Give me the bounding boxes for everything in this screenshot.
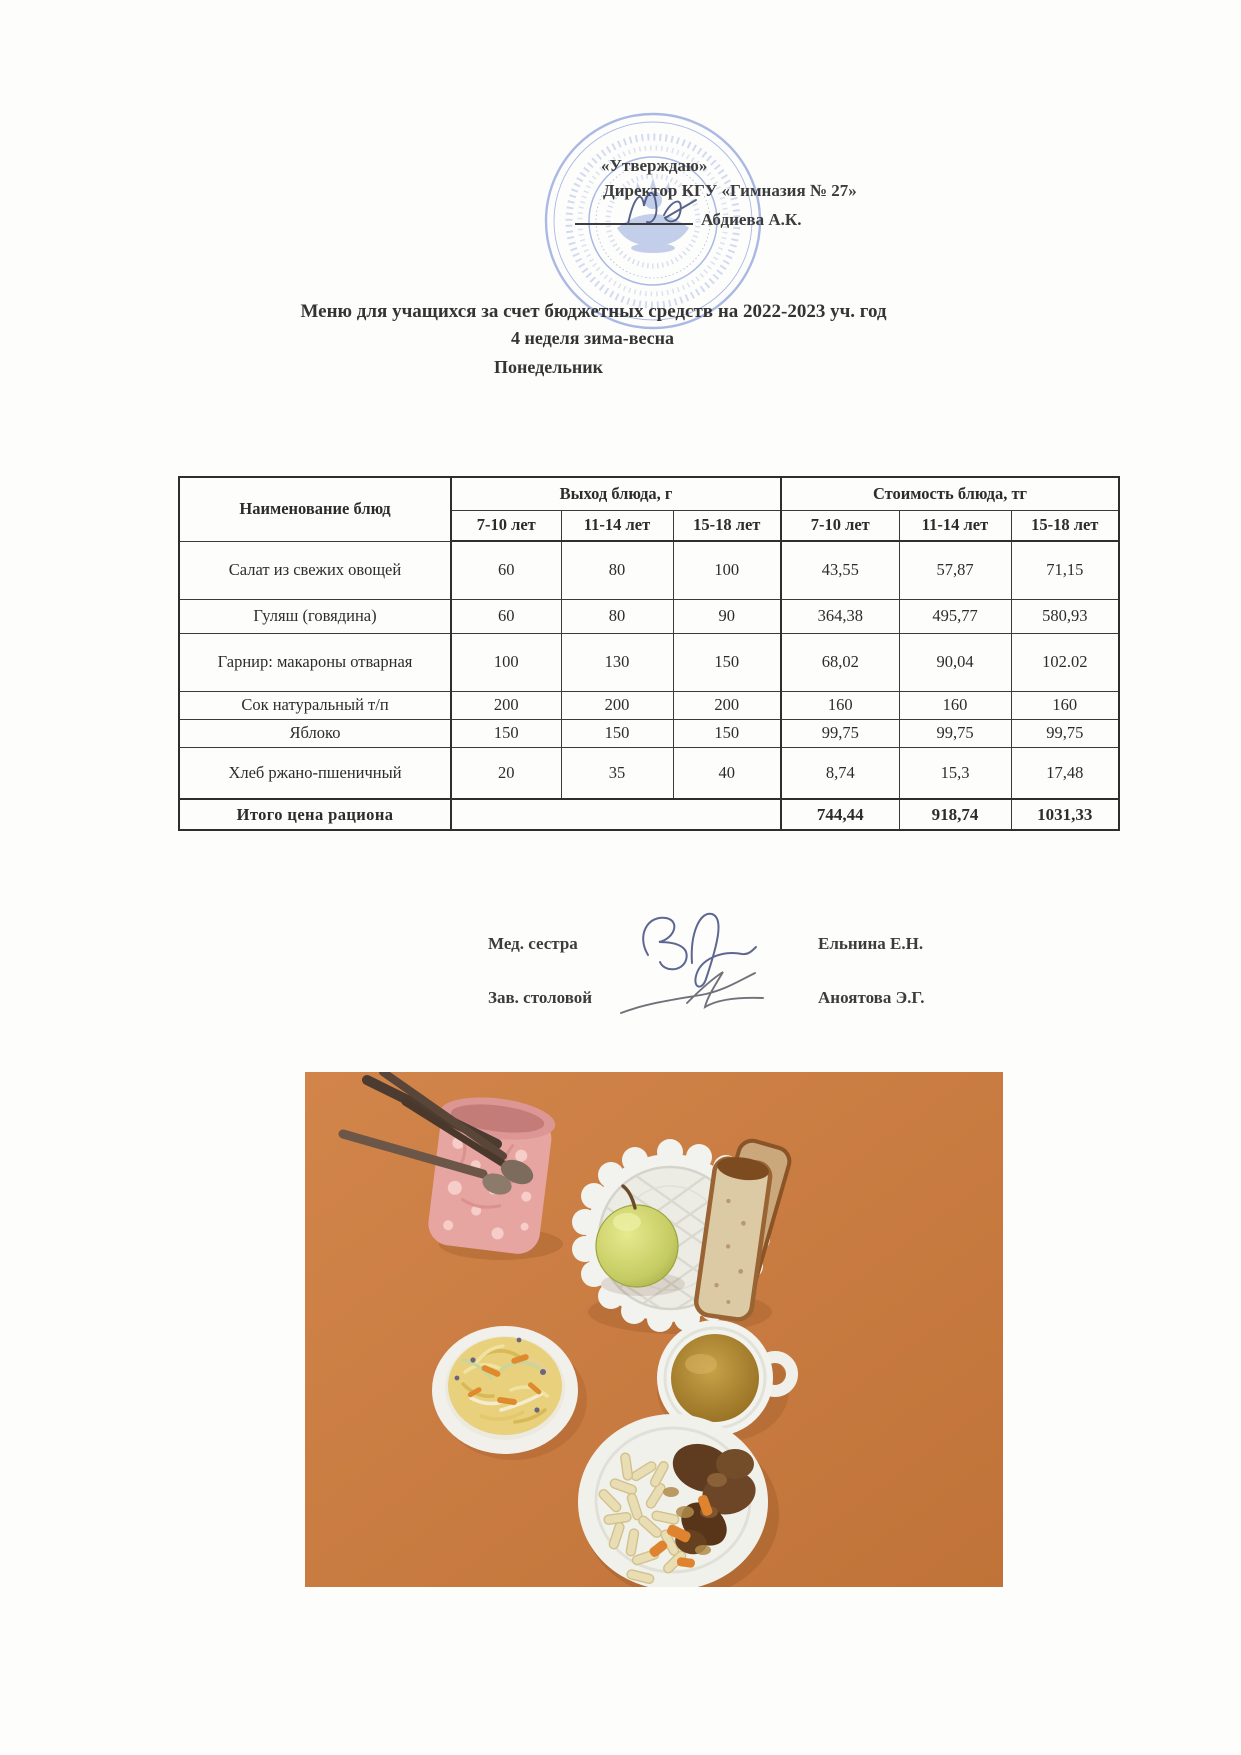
col-group-output: Выход блюда, г bbox=[451, 477, 781, 510]
dish-name: Гуляш (говядина) bbox=[179, 599, 451, 633]
canteen-manager-role-label: Зав. столовой bbox=[488, 988, 593, 1007]
menu-week-subtitle: 4 неделя зима-весна bbox=[510, 328, 675, 348]
dish-output: 200 bbox=[673, 691, 781, 719]
table-row bbox=[179, 599, 1119, 633]
table-total-row bbox=[179, 799, 1119, 830]
age-col-cost-7-10: 7-10 лет bbox=[781, 510, 899, 541]
total-cost: 744,44 bbox=[781, 799, 899, 830]
dish-output: 100 bbox=[451, 633, 561, 691]
age-col-output-15-18: 15-18 лет bbox=[673, 510, 781, 541]
canteen-manager-handwritten-signature bbox=[615, 965, 775, 1023]
col-header-dish-name: Наименование блюд bbox=[179, 477, 451, 541]
dish-output: 150 bbox=[673, 719, 781, 747]
dish-cost: 160 bbox=[781, 691, 899, 719]
dish-name: Гарнир: макароны отварная bbox=[179, 633, 451, 691]
dish-name: Салат из свежих овощей bbox=[179, 541, 451, 599]
dish-output: 200 bbox=[561, 691, 673, 719]
nurse-role-label: Мед. сестра bbox=[488, 934, 578, 953]
table-header-groups bbox=[179, 477, 1119, 510]
lunch-photo-canvas bbox=[305, 1072, 1003, 1587]
approval-word: «Утверждаю» bbox=[601, 156, 708, 175]
canteen-manager-name: Аноятова Э.Г. bbox=[818, 988, 925, 1007]
age-col-cost-11-14: 11-14 лет bbox=[899, 510, 1011, 541]
age-col-output-7-10: 7-10 лет bbox=[451, 510, 561, 541]
lunch-tray-photo bbox=[305, 1072, 1003, 1587]
menu-title: Меню для учащихся за счет бюджетных средств на 2022-2023 уч. год bbox=[300, 301, 887, 322]
dish-name: Яблоко bbox=[179, 719, 451, 747]
age-col-cost-15-18: 15-18 лет bbox=[1011, 510, 1119, 541]
dish-cost: 71,15 bbox=[1011, 541, 1119, 599]
dish-cost: 8,74 bbox=[781, 747, 899, 799]
dish-cost: 495,77 bbox=[899, 599, 1011, 633]
dish-cost: 364,38 bbox=[781, 599, 899, 633]
dish-cost: 102.02 bbox=[1011, 633, 1119, 691]
dish-cost: 160 bbox=[1011, 691, 1119, 719]
dish-cost: 160 bbox=[899, 691, 1011, 719]
dish-output: 35 bbox=[561, 747, 673, 799]
table-row bbox=[179, 691, 1119, 719]
dish-cost: 15,3 bbox=[899, 747, 1011, 799]
dish-output: 150 bbox=[561, 719, 673, 747]
dish-output: 150 bbox=[451, 719, 561, 747]
total-cost: 1031,33 bbox=[1011, 799, 1119, 830]
total-cost: 918,74 bbox=[899, 799, 1011, 830]
approval-director-line: Директор КГУ «Гимназия № 27» bbox=[603, 181, 857, 200]
dish-output: 60 bbox=[451, 541, 561, 599]
dish-output: 20 bbox=[451, 747, 561, 799]
dish-cost: 90,04 bbox=[899, 633, 1011, 691]
dish-output: 80 bbox=[561, 599, 673, 633]
dish-cost: 99,75 bbox=[899, 719, 1011, 747]
dish-output: 60 bbox=[451, 599, 561, 633]
dish-output: 40 bbox=[673, 747, 781, 799]
director-name: Абдиева А.К. bbox=[701, 210, 802, 229]
dish-cost: 580,93 bbox=[1011, 599, 1119, 633]
director-handwritten-signature bbox=[618, 182, 714, 232]
menu-day: Понедельник bbox=[494, 357, 603, 377]
age-col-output-11-14: 11-14 лет bbox=[561, 510, 673, 541]
table-row bbox=[179, 633, 1119, 691]
total-label: Итого цена рациона bbox=[179, 799, 451, 830]
dish-cost: 57,87 bbox=[899, 541, 1011, 599]
tea-surface bbox=[671, 1334, 759, 1422]
dish-name: Хлеб ржано-пшеничный bbox=[179, 747, 451, 799]
dish-cost: 43,55 bbox=[781, 541, 899, 599]
dish-cost: 99,75 bbox=[1011, 719, 1119, 747]
dish-output: 90 bbox=[673, 599, 781, 633]
nurse-name: Ельнина Е.Н. bbox=[818, 934, 924, 953]
dish-output: 150 bbox=[673, 633, 781, 691]
menu-table bbox=[178, 476, 1120, 831]
table-row bbox=[179, 541, 1119, 599]
dish-output: 130 bbox=[561, 633, 673, 691]
dish-cost: 17,48 bbox=[1011, 747, 1119, 799]
dish-cost: 99,75 bbox=[781, 719, 899, 747]
dish-output: 100 bbox=[673, 541, 781, 599]
table-row bbox=[179, 719, 1119, 747]
dish-output: 80 bbox=[561, 541, 673, 599]
dish-cost: 68,02 bbox=[781, 633, 899, 691]
dish-name: Сок натуральный т/п bbox=[179, 691, 451, 719]
total-output-empty bbox=[451, 799, 781, 830]
dish-output: 200 bbox=[451, 691, 561, 719]
table-row bbox=[179, 747, 1119, 799]
col-group-cost: Стоимость блюда, тг bbox=[781, 477, 1119, 510]
